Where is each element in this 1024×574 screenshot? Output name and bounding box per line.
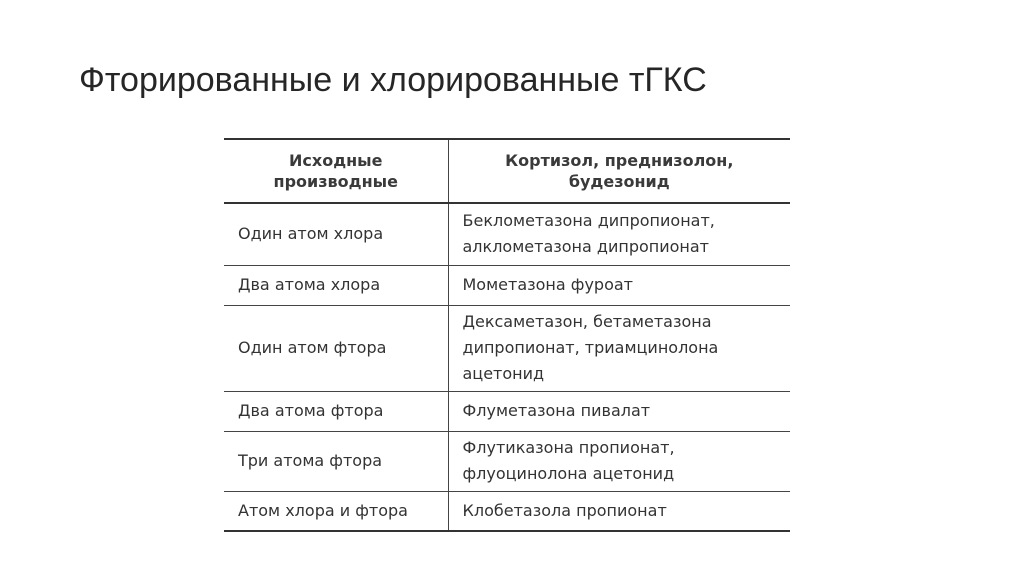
table-header-row xyxy=(224,139,790,203)
row-source-cell: Три атома фтора xyxy=(224,431,448,491)
derivative-line: Мометазона фуроат xyxy=(462,275,633,294)
table-row xyxy=(224,305,790,391)
row-derivatives-cell xyxy=(448,391,790,431)
row-derivatives-cell xyxy=(448,491,790,531)
row-source-cell: Два атома хлора xyxy=(224,265,448,305)
row-derivatives-cell xyxy=(448,305,790,391)
header-base-line: будезонид xyxy=(568,172,670,191)
table-row xyxy=(224,491,790,531)
header-source-line: производные xyxy=(273,172,398,191)
row-derivatives-cell xyxy=(448,203,790,265)
derivative-line: Клобетазола пропионат xyxy=(462,500,667,520)
row-derivatives-cell xyxy=(448,431,790,491)
header-base-compounds xyxy=(448,139,790,203)
row-source-cell: Один атом хлора xyxy=(224,203,448,265)
table-row xyxy=(224,265,790,305)
header-source-line: Исходные xyxy=(289,151,383,170)
derivative-line: флуоцинолона ацетонид xyxy=(462,464,675,483)
derivative-line: Флутиказона пропионат, xyxy=(462,438,675,457)
derivatives-table-container xyxy=(224,138,790,532)
table-row xyxy=(224,391,790,431)
derivative-line: Беклометазона дипропионат, xyxy=(462,211,715,231)
row-source-cell: Два атома фтора xyxy=(224,391,448,431)
row-source-cell: Один атом фтора xyxy=(224,305,448,391)
derivative-line: Дексаметазон, бетаметазона xyxy=(462,312,712,331)
row-source-cell: Атом хлора и фтора xyxy=(224,491,448,531)
derivative-line: дипропионат, триамцинолона xyxy=(462,338,719,357)
slide-title: Фторированные и хлорированные тГКС xyxy=(79,61,707,99)
derivative-line: Флуметазона пивалат xyxy=(462,401,651,420)
header-source-derivatives xyxy=(224,139,448,203)
row-derivatives-cell xyxy=(448,265,790,305)
derivative-line: алклометазона дипропионат xyxy=(462,237,709,257)
table-row xyxy=(224,431,790,491)
derivative-line: ацетонид xyxy=(462,364,545,383)
table-row xyxy=(224,203,790,265)
derivatives-table xyxy=(224,138,790,532)
header-base-line: Кортизол, преднизолон, xyxy=(505,151,734,170)
